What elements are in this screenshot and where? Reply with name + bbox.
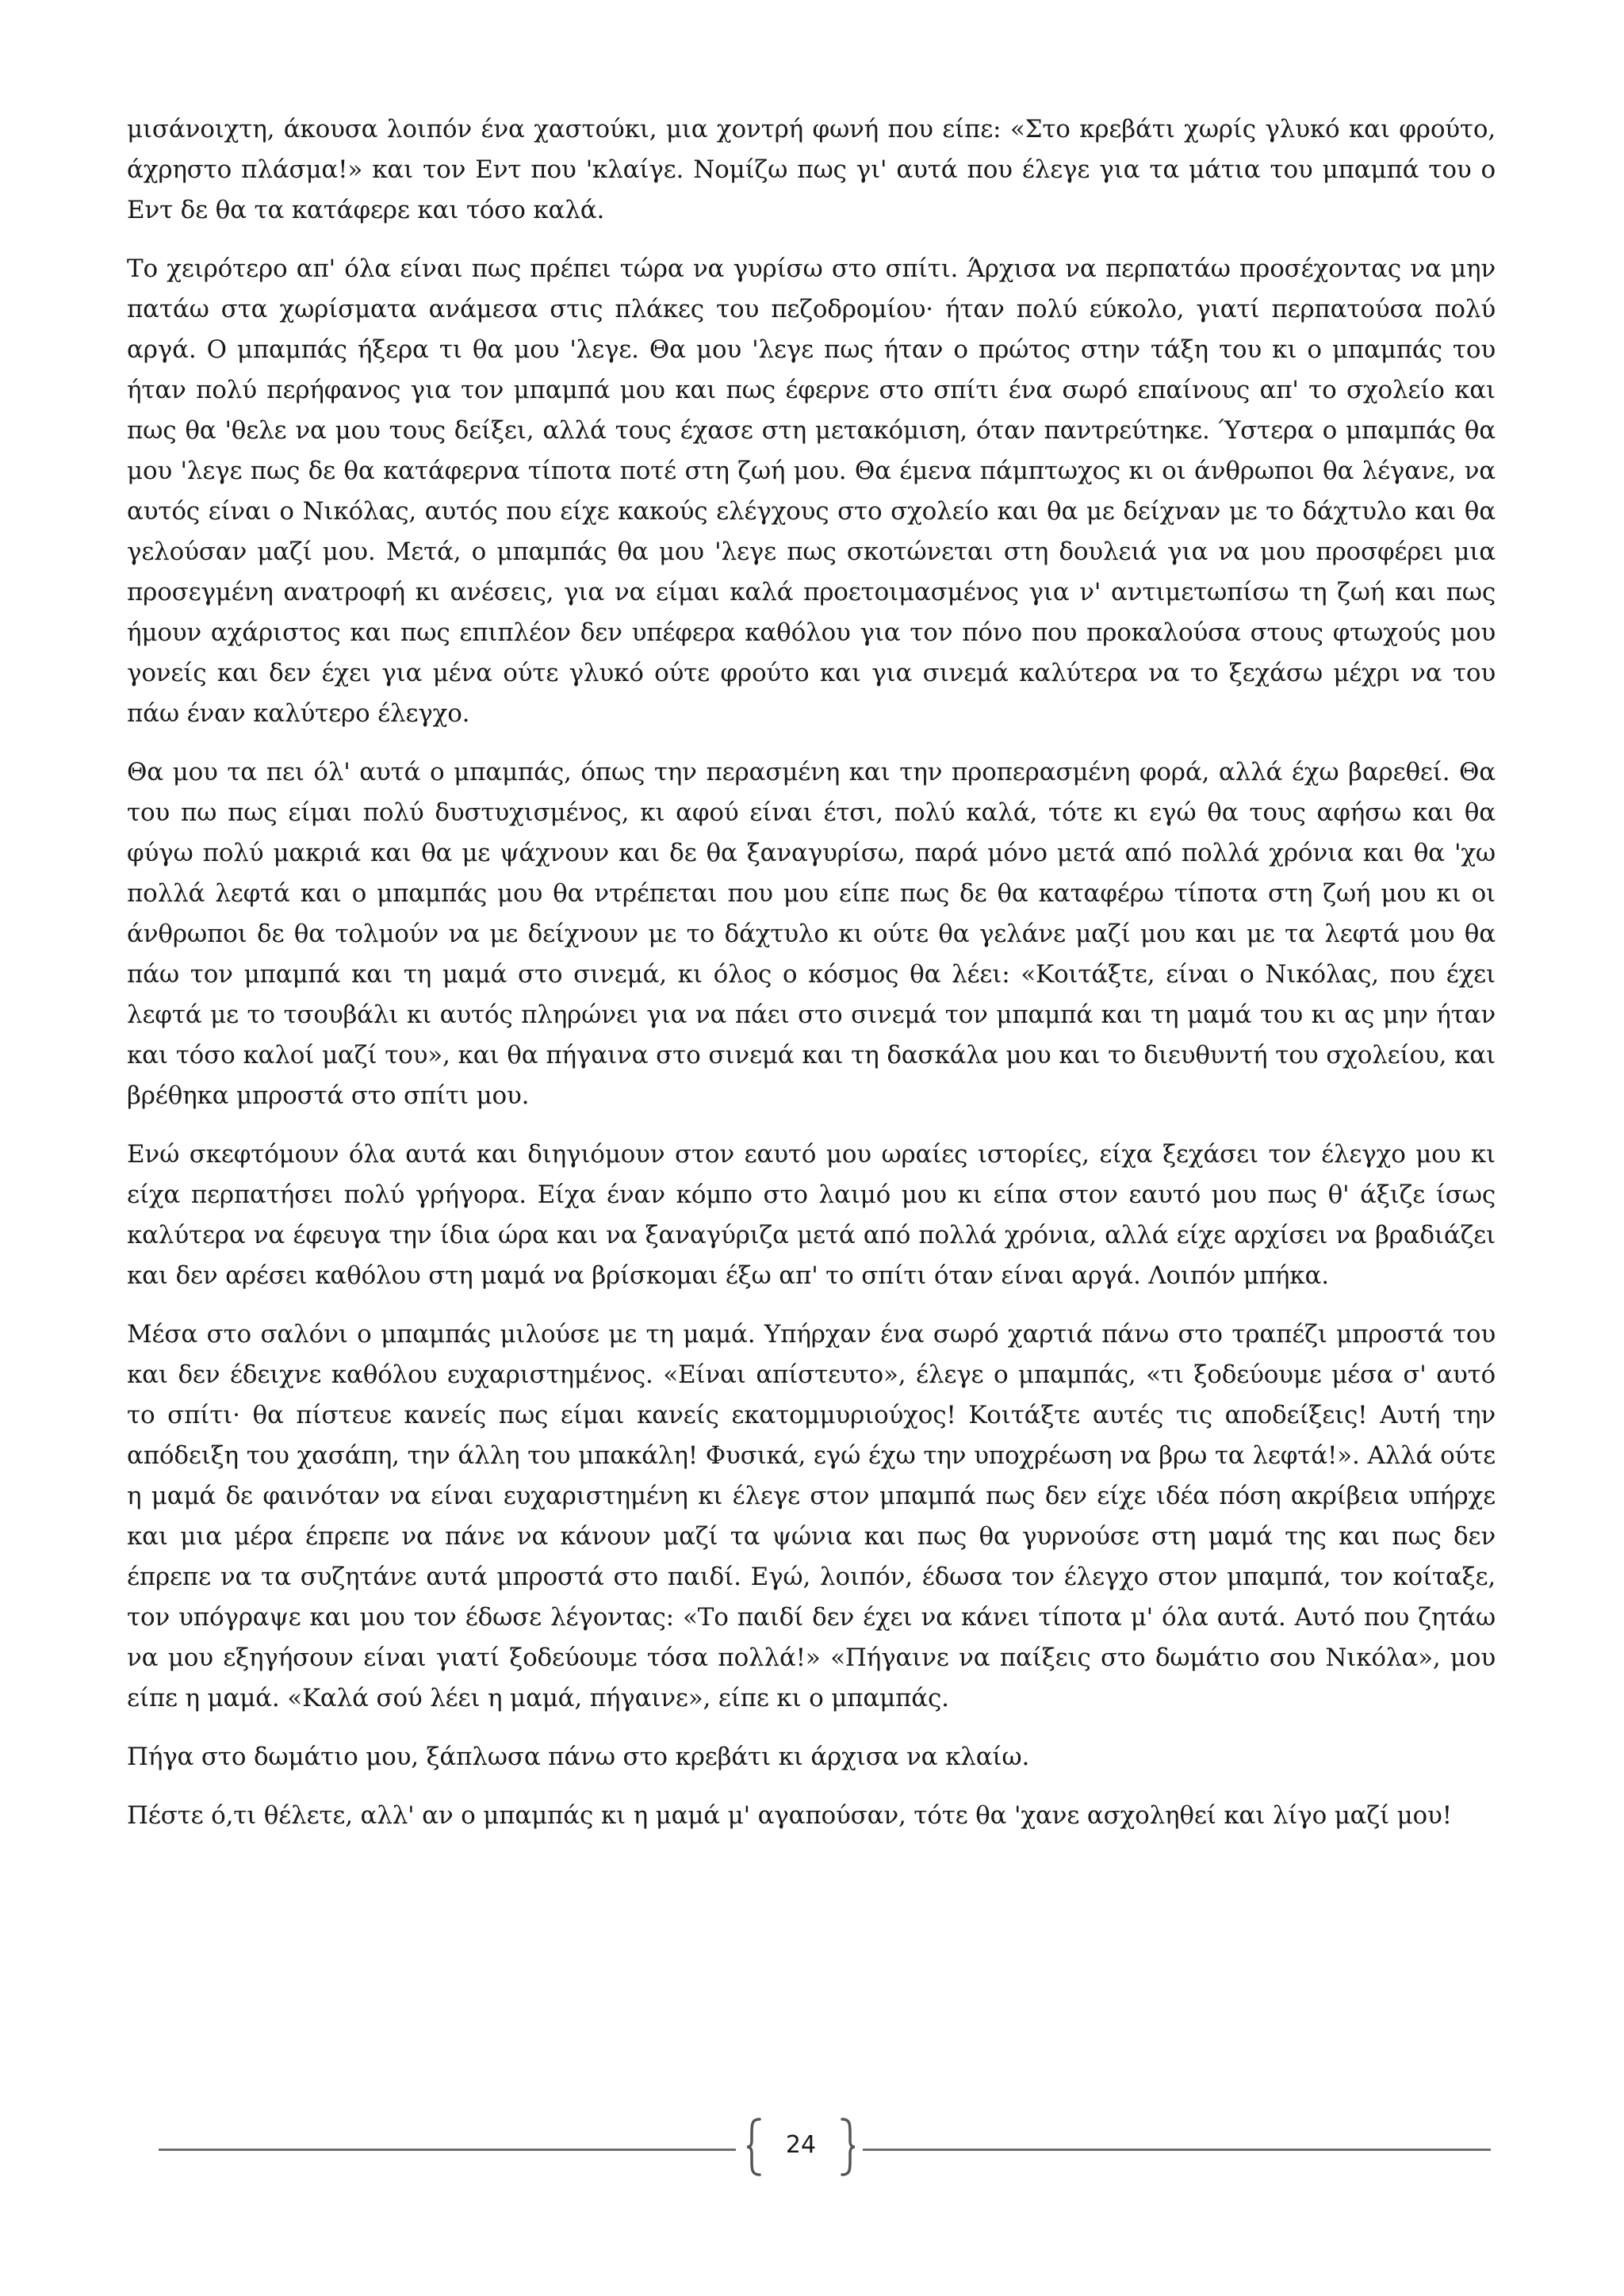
footer-rule-right: [863, 2149, 1491, 2151]
page-number: 24: [785, 2131, 817, 2159]
footer-bracket-right-icon: [839, 2117, 856, 2177]
footer-bracket-left-icon: [745, 2117, 763, 2177]
paragraph-3: Θα μου τα πει όλ' αυτά ο μπαμπάς, όπως την περασμένη και την προπερασμένη φορά, αλλά έχω βαρεθεί. Θα του πω πως είμαι πολύ δυστυχισμένος, κι αφού είναι έτσι, πολύ καλά, τότε κι εγώ θα τους αφήσω και θα φύγω πολύ μακριά και θα με ψάχνουν και δε θα ξαναγυρίσω, παρά μόνο μετά από πολλά χρόνια και θα 'χω πολλά λεφτά και ο μπαμπάς μου θα ντρέπεται που μου είπε πως δε θα καταφέρω τίποτα στη ζωή μου κι οι άνθρωποι δε θα τολμούν να με δείχνουν με το δάχτυλο κι ούτε θα γελάνε μαζί μου και με τα λεφτά μου θα πάω τον μπαμπά και τη μαμά στο σινεμά, κι όλος ο κόσμος θα λέει: «Κοιτάξτε, είναι ο Νικόλας, που έχει λεφτά με το τσουβάλι κι αυτός πληρώνει για να πάει στο σινεμά τον μπαμπά και τη μαμά του κι ας μην ήταν και τόσο καλοί μαζί του», και θα πήγαινα στο σινεμά και τη δασκάλα μου και το διευθυντή του σχολείου, και βρέθηκα μπροστά στο σπίτι μου.: [127, 758, 1496, 1110]
paragraph-1: μισάνοιχτη, άκουσα λοιπόν ένα χαστούκι, μια χοντρή φωνή που είπε: «Στο κρεβάτι χωρίς γλυκό και φρούτο, άχρηστο πλάσμα!» και τον Εντ που 'κλαίγε. Νομίζω πως γι' αυτά που έλεγε για τα μάτια του μπαμπά του ο Εντ δε θα τα κατάφερε και τόσο καλά.: [127, 115, 1496, 224]
paragraph-4: Ενώ σκεφτόμουν όλα αυτά και διηγιόμουν στον εαυτό μου ωραίες ιστορίες, είχα ξεχάσει τον έλεγχο μου κι είχα περπατήσει πολύ γρήγορα. Είχα έναν κόμπο στο λαιμό μου κι είπα στον εαυτό μου πως θ' άξιζε ίσως καλύτερα να έφευγα την ίδια ώρα και να ξαναγύριζα μετά από πολλά χρόνια, αλλά είχε αρχίσει να βραδιάζει και δεν αρέσει καθόλου στη μαμά να βρίσκομαι έξω απ' το σπίτι όταν είναι αργά. Λοιπόν μπήκα.: [127, 1140, 1496, 1290]
page-body: [127, 109, 1496, 1854]
footer-rule-left: [159, 2149, 736, 2151]
paragraph-5: Μέσα στο σαλόνι ο μπαμπάς μιλούσε με τη μαμά. Υπήρχαν ένα σωρό χαρτιά πάνω στο τραπέζι μπροστά του και δεν έδειχνε καθόλου ευχαριστημένος. «Είναι απίστευτο», έλεγε ο μπαμπάς, «τι ξοδεύουμε μέσα σ' αυτό το σπίτι· θα πίστευε κανείς πως είμαι κανείς εκατομμυριούχος! Κοιτάξτε αυτές τις αποδείξεις! Αυτή την απόδειξη του χασάπη, την άλλη του μπακάλη! Φυσικά, εγώ έχω την υποχρέωση να βρω τα λεφτά!». Αλλά ούτε η μαμά δε φαινόταν να είναι ευχαριστημένη κι έλεγε στον μπαμπά πως δεν είχε ιδέα πόση ακρίβεια υπήρχε και μια μέρα έπρεπε να πάνε να κάνουν μαζί τα ψώνια και πως θα γυρνούσε στη μαμά της και πως δεν έπρεπε να τα συζητάνε αυτά μπροστά στο παιδί. Εγώ, λοιπόν, έδωσα τον έλεγχο στον μπαμπά, τον κοίταξε, τον υπόγραψε και μου τον έδωσε λέγοντας: «Το παιδί δεν έχει να κάνει τίποτα μ' όλα αυτά. Αυτό που ζητάω να μου εξηγήσουν είναι γιατί ξοδεύουμε τόσα πολλά!» «Πήγαινε να παίξεις στο δωμάτιο σου Νικόλα», μου είπε η μαμά. «Καλά σού λέει η μαμά, πήγαινε», είπε κι ο μπαμπάς.: [127, 1320, 1496, 1712]
paragraph-6: Πήγα στο δωμάτιο μου, ξάπλωσα πάνω στο κρεβάτι κι άρχισα να κλαίω.: [127, 1743, 1030, 1771]
page-footer: [159, 2117, 1491, 2180]
paragraph-2: Το χειρότερο απ' όλα είναι πως πρέπει τώρα να γυρίσω στο σπίτι. Άρχισα να περπατάω προσέχοντας να μην πατάω στα χωρίσματα ανάμεσα στις πλάκες του πεζοδρομίου· ήταν πολύ εύκολο, γιατί περπατούσα πολύ αργά. Ο μπαμπάς ήξερα τι θα μου 'λεγε. Θα μου 'λεγε πως ήταν ο πρώτος στην τάξη του κι ο μπαμπάς του ήταν πολύ περήφανος για τον μπαμπά μου και πως έφερνε στο σπίτι ένα σωρό επαίνους απ' το σχολείο και πως θα 'θελε να μου τους δείξει, αλλά τους έχασε στη μετακόμιση, όταν παντρεύτηκε. Ύστερα ο μπαμπάς θα μου 'λεγε πως δε θα κατάφερνα τίποτα ποτέ στη ζωή μου. Θα έμενα πάμπτωχος κι οι άνθρωποι θα λέγανε, να αυτός είναι ο Νικόλας, αυτός που είχε κακούς ελέγχους στο σχολείο και θα με δείχναν με το δάχτυλο και θα γελούσαν μαζί μου. Μετά, ο μπαμπάς θα μου 'λεγε πως σκοτώνεται στη δουλειά για να μου προσφέρει μια προσεγμένη ανατροφή κι ανέσεις, για να είμαι καλά προετοιμασμένος για ν' αντιμετωπίσω τη ζωή και πως ήμουν αχάριστος και πως επιπλέον δεν υπέφερα καθόλου για τον πόνο που προκαλούσα στους φτωχούς μου γονείς και δεν έχει για μένα ούτε γλυκό ούτε φρούτο και για σινεμά καλύτερα να το ξεχάσω μέχρι να του πάω έναν καλύτερο έλεγχο.: [127, 254, 1496, 728]
paragraph-7: Πέστε ό,τι θέλετε, αλλ' αν ο μπαμπάς κι η μαμά μ' αγαπούσαν, τότε θα 'χανε ασχοληθεί και λίγο μαζί μου!: [127, 1801, 1452, 1830]
